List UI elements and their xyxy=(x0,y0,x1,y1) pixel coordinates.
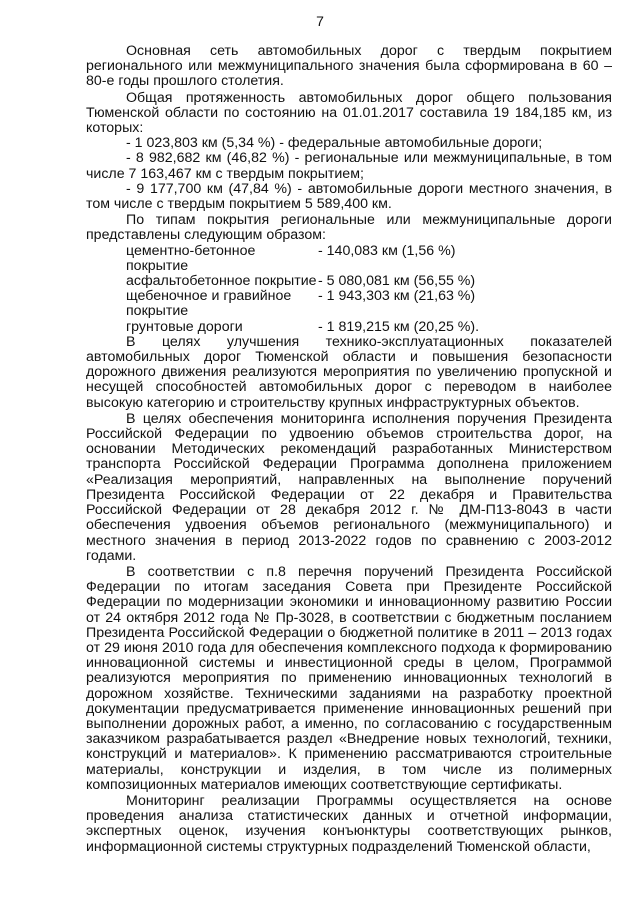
coverage-row xyxy=(86,320,612,335)
coverage-name: щебеночное и гравийное покрытие xyxy=(126,288,292,320)
page-number: 7 xyxy=(316,13,324,29)
coverage-row xyxy=(86,274,612,289)
paragraph-road-network-history: Основная сеть автомобильных дорог с твердым покрытием регионального или межмуниципального значения была сформирована в 60 – 80-е годы прошлого столетия. xyxy=(86,43,612,90)
paragraph-coverage-types: По типам покрытия региональные или межмуниципальные дороги представлены следующим образом: xyxy=(86,212,612,244)
list-item-federal: - 1 023,803 км (5,34 %) - федеральные автомобильные дороги; xyxy=(126,135,543,152)
coverage-name: грунтовые дороги xyxy=(126,318,243,335)
paragraph-program-monitoring: Мониторинг реализации Программы осуществляется на основе проведения анализа статистических данных и отчетной информации, экспертных оценок, изучения конъюнктуры соответствующих рынков, информационной системы структурных подразделений Тюменской области, xyxy=(86,792,612,855)
coverage-name: асфальтобетонное покрытие xyxy=(126,273,317,290)
coverage-value: - 1 943,303 км (21,63 %) xyxy=(318,288,476,305)
coverage-name: цементно-бетонное покрытие xyxy=(126,242,256,274)
document-body xyxy=(86,44,612,855)
coverage-table xyxy=(86,244,612,335)
paragraph-innovation-technologies: В соответствии с п.8 перечня поручений Президента Российской Федерации по итогам заседания Совета при Президенте Российской Федерации по модернизации экономики и инновационному развитию России от 24 октября 2012 года № Пр-3028, в соответствии с бюджетным посланием Президента Российской Федерации о бюджетной политике в 2011 – 2013 годах от 29 июня 2010 года для обеспечения комплексного подхода к формированию инновационной системы и инвестиционной среды в целом, Программой реализуются мероприятия по применению инновационных технологий в дорожном хозяйстве. Техническими заданиями на разработку проектной документации предусматривается применение инновационных решений при выполнении дорожных работ, а именно, по согласованию с государственным заказчиком разрабатывается раздел «Внедрение новых технологий, техники, конструкций и материалов». К применению рассматриваются строительные материалы, конструкции и изделия, в том числе из полимерных композиционных материалов имеющих соответствующие сертификаты. xyxy=(86,563,612,793)
coverage-value: - 5 080,081 км (56,55 %) xyxy=(318,273,476,290)
list-item-regional: - 8 982,682 км (46,82 %) - региональные или межмуниципальные, в том числе 7 163,467 км с твердым покрытием; xyxy=(86,150,612,182)
coverage-row xyxy=(86,289,612,319)
paragraph-total-length: Общая протяженность автомобильных дорог общего пользования Тюменской области по состоянию на 01.01.2017 составила 19 184,185 км, из которых: xyxy=(86,89,612,137)
list-item-local: - 9 177,700 км (47,84 %) - автомобильные дороги местного значения, в том числе с твердым покрытием 5 589,400 км. xyxy=(86,180,612,213)
coverage-value: - 140,083 км (1,56 %) xyxy=(318,242,456,259)
paragraph-monitoring-presidential-order: В целях обеспечения мониторинга исполнения поручения Президента Российской Федерации по удвоению объемов строительства дорог, на основании Методических рекомендаций разработанных Министерством транспорта Российской Федерации Программа дополнена приложением «Реализация мероприятий, направленных на выполнение поручений Президента Российской Федерации от 22 декабря и Правительства Российской Федерации от 28 декабря 2012 г. № ДМ-П13-8043 в части обеспечения удвоения объемов регионального (межмуниципального) и местного значения в период 2013-2022 годов по сравнению с 2003-2012 годами. xyxy=(86,410,612,564)
coverage-row xyxy=(86,244,612,274)
coverage-value: - 1 819,215 км (20,25 %). xyxy=(318,318,480,335)
paragraph-improvement-goals: В целях улучшения технико-эксплуатационных показателей автомобильных дорог Тюменской области и повышения безопасности дорожного движения реализуются мероприятия по увеличению пропускной и несущей способностей автомобильных дорог с переводом в наиболее высокую категорию и строительству крупных инфраструктурных объектов. xyxy=(86,333,612,411)
